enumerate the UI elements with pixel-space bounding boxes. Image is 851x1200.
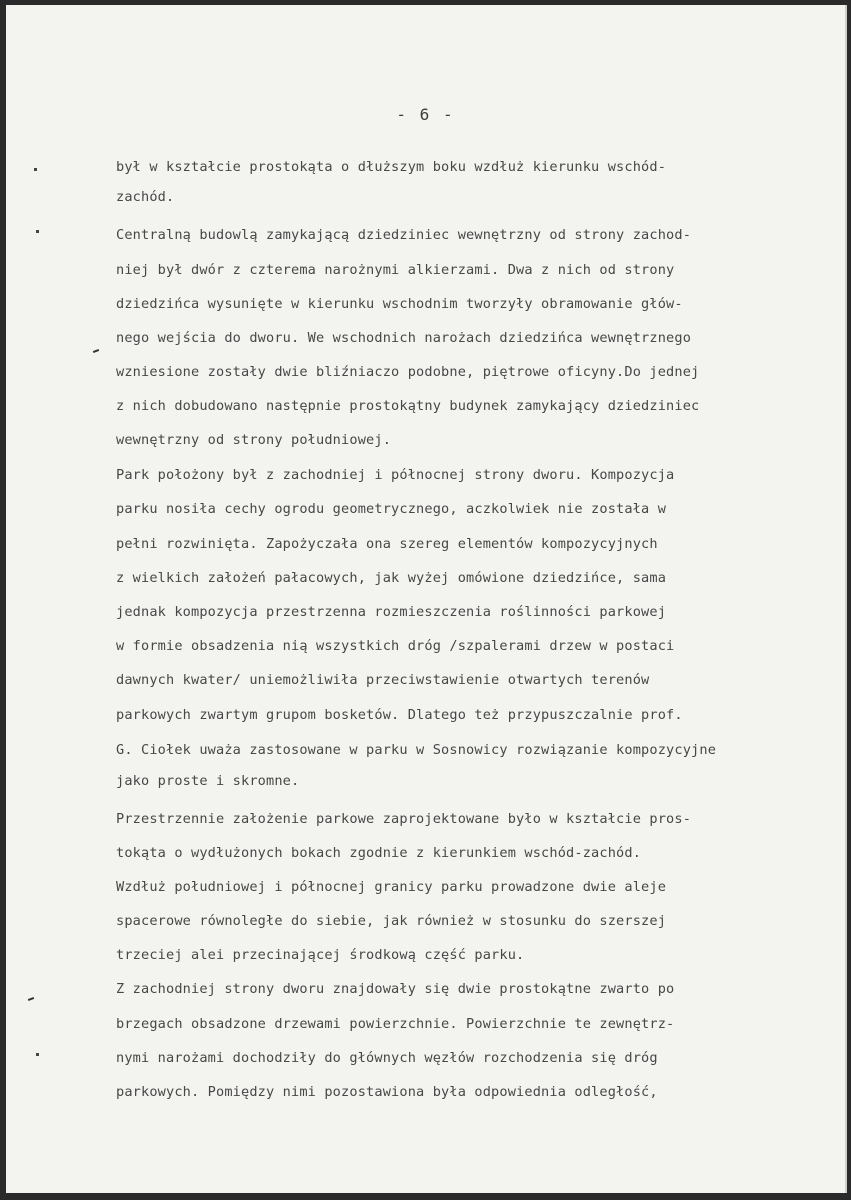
text-line: z wielkich założeń pałacowych, jak wyżej omówione dziedzińce, sama	[116, 570, 667, 586]
text-line: pełni rozwinięta. Zapożyczała ona szereg elementów kompozycyjnych	[116, 536, 658, 552]
text-line: parku nosiła cechy ogrodu geometrycznego, aczkolwiek nie została w	[116, 501, 667, 517]
typed-page	[6, 5, 847, 1193]
margin-dot	[34, 168, 37, 171]
text-line: brzegach obsadzone drzewami powierzchnie. Powierzchnie te zewnętrz-	[116, 1016, 675, 1032]
text-line: jednak kompozycja przestrzenna rozmieszczenia roślinności parkowej	[116, 604, 667, 620]
margin-tick	[93, 349, 99, 353]
text-line: trzeciej alei przecinającej środkową część parku.	[116, 947, 525, 963]
text-line: Park położony był z zachodniej i północnej strony dworu. Kompozycja	[116, 467, 675, 483]
text-line: z nich dobudowano następnie prostokątny budynek zamykający dziedziniec	[116, 398, 700, 414]
text-line: dziedzińca wysunięte w kierunku wschodnim tworzyły obramowanie głów-	[116, 296, 683, 312]
text-line: Wzdłuż południowej i północnej granicy parku prowadzone dwie aleje	[116, 879, 667, 895]
text-line: był w kształcie prostokąta o dłuższym boku wzdłuż kierunku wschód-	[116, 159, 667, 175]
margin-dot	[36, 230, 39, 233]
text-line: parkowych. Pomiędzy nimi pozostawiona była odpowiednia odległość,	[116, 1084, 658, 1100]
text-line: Z zachodniej strony dworu znajdowały się dwie prostokątne zwarto po	[116, 981, 675, 997]
text-line: wewnętrzny od strony południowej.	[116, 432, 392, 448]
text-line: wzniesione zostały dwie bliźniaczo podobne, piętrowe oficyny.Do jednej	[116, 364, 700, 380]
page-number: - 6 -	[396, 105, 455, 124]
text-line: spacerowe równoległe do siebie, jak również w stosunku do szerszej	[116, 913, 667, 929]
text-line: dawnych kwater/ uniemożliwiła przeciwstawienie otwartych terenów	[116, 672, 650, 688]
text-line: Centralną budowlą zamykającą dziedziniec wewnętrzny od strony zachod-	[116, 227, 692, 243]
text-line: jako proste i skromne.	[116, 773, 300, 789]
text-line: niej był dwór z czterema narożnymi alkierzami. Dwa z nich od strony	[116, 262, 675, 278]
text-line: nego wejścia do dworu. We wschodnich narożach dziedzińca wewnętrznego	[116, 330, 692, 346]
text-line: nymi narożami dochodziły do głównych węzłów rozchodzenia się dróg	[116, 1050, 658, 1066]
text-line: parkowych zwartym grupom bosketów. Dlatego też przypuszczalnie prof.	[116, 707, 683, 723]
text-line: Przestrzennie założenie parkowe zaprojektowane było w kształcie pros-	[116, 811, 692, 827]
text-line: zachód.	[116, 189, 175, 205]
margin-tick	[28, 997, 34, 1001]
text-line: w formie obsadzenia nią wszystkich dróg /szpalerami drzew w postaci	[116, 638, 675, 654]
text-line: G. Ciołek uważa zastosowane w parku w Sosnowicy rozwiązanie kompozycyjne	[116, 742, 717, 758]
margin-dot	[36, 1053, 39, 1056]
text-line: tokąta o wydłużonych bokach zgodnie z kierunkiem wschód-zachód.	[116, 845, 642, 861]
